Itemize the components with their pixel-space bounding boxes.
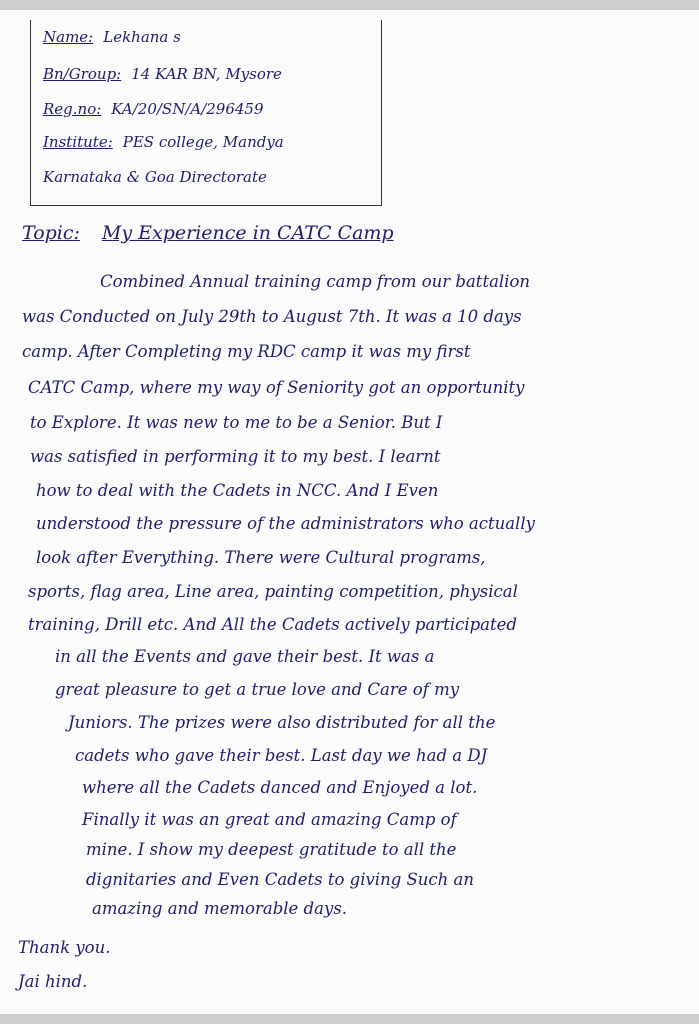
- topic-heading: [22, 222, 394, 244]
- essay-line: understood the pressure of the administrators who actually: [36, 514, 535, 533]
- essay-line: in all the Events and gave their best. It was a: [55, 647, 435, 666]
- bn-group-row: [43, 65, 282, 83]
- essay-line: was Conducted on July 29th to August 7th. It was a 10 days: [22, 307, 522, 326]
- scan-edge-top: [0, 0, 699, 10]
- name-value: Lekhana s: [103, 28, 181, 46]
- bn-group-label: Bn/Group:: [43, 65, 122, 83]
- essay-line: Juniors. The prizes were also distributed for all the: [68, 713, 496, 732]
- reg-no-label: Reg.no:: [43, 100, 102, 118]
- reg-no-value: KA/20/SN/A/296459: [111, 100, 264, 118]
- name-row: [43, 28, 181, 46]
- bn-group-value: 14 KAR BN, Mysore: [131, 65, 282, 83]
- essay-line: where all the Cadets danced and Enjoyed a lot.: [82, 778, 478, 797]
- scan-edge-bottom: [0, 1014, 699, 1024]
- essay-line: training, Drill etc. And All the Cadets actively participated: [28, 615, 517, 634]
- essay-line: Combined Annual training camp from our battalion: [100, 272, 531, 291]
- directorate-row: [43, 168, 267, 186]
- directorate-value: Karnataka & Goa Directorate: [43, 168, 267, 186]
- essay-line: CATC Camp, where my way of Seniority got an opportunity: [28, 378, 525, 397]
- institute-value: PES college, Mandya: [122, 133, 284, 151]
- reg-no-row: [43, 100, 264, 118]
- essay-line: mine. I show my deepest gratitude to all the: [86, 840, 457, 859]
- essay-line: look after Everything. There were Cultural programs,: [36, 548, 486, 567]
- essay-line: how to deal with the Cadets in NCC. And I Even: [36, 481, 439, 500]
- thank-you-text: Thank you.: [18, 938, 111, 957]
- essay-line: amazing and memorable days.: [92, 899, 347, 918]
- essay-line: Finally it was an great and amazing Camp of: [82, 810, 457, 829]
- topic-label: Topic:: [22, 222, 80, 244]
- essay-line: dignitaries and Even Cadets to giving Such an: [86, 870, 475, 889]
- name-label: Name:: [43, 28, 94, 46]
- jai-hind-text: Jai hind.: [18, 972, 88, 991]
- essay-line: to Explore. It was new to me to be a Senior. But I: [30, 413, 443, 432]
- essay-line: was satisfied in performing it to my best. I learnt: [30, 447, 441, 466]
- essay-line: great pleasure to get a true love and Care of my: [55, 680, 460, 699]
- topic-title: My Experience in CATC Camp: [101, 222, 394, 244]
- essay-line: sports, flag area, Line area, painting competition, physical: [28, 582, 518, 601]
- handwritten-page: [0, 10, 699, 1014]
- institute-label: Institute:: [43, 133, 113, 151]
- institute-row: [43, 133, 284, 151]
- cadet-details-box: [30, 20, 382, 206]
- essay-line: cadets who gave their best. Last day we had a DJ: [75, 746, 488, 765]
- essay-line: camp. After Completing my RDC camp it was my first: [22, 342, 471, 361]
